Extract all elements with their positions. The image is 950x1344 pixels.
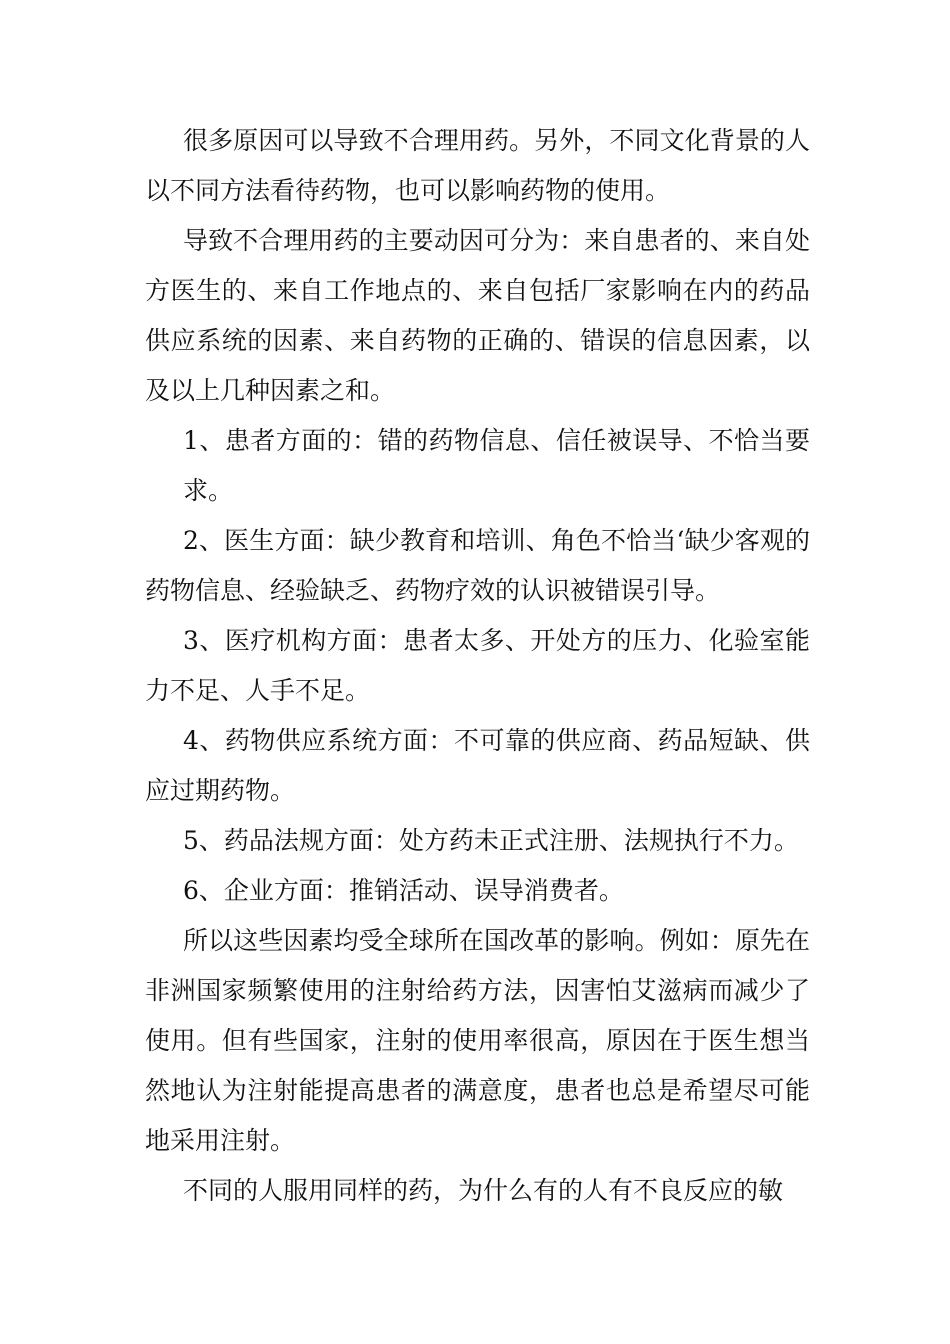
list-item-doctor: 2、医生方面：缺少教育和培训、角色不恰当‘缺少客观的药物信息、经验缺乏、药物疗效的认识被错误引导。	[145, 526, 810, 605]
list-item-institution: 3、医疗机构方面：患者太多、开处方的压力、化验室能力不足、人手不足。	[145, 626, 810, 705]
paragraph-2: 导致不合理用药的主要动因可分为：来自患者的、来自处方医生的、来自工作地点的、来自包括厂家影响在内的药品供应系统的因素、来自药物的正确的、错误的信息因素，以及以上几种因素之和。	[145, 226, 810, 405]
document-body	[145, 116, 810, 1216]
paragraph-reform: 所以这些因素均受全球所在国改革的影响。例如：原先在非洲国家频繁使用的注射给药方法，因害怕艾滋病而减少了使用。但有些国家，注射的使用率很高，原因在于医生想当然地认为注射能提高患者的满意度，患者也总是希望尽可能地采用注射。	[145, 926, 810, 1155]
list-item-enterprise: 6、企业方面：推销活动、误导消费者。	[183, 876, 624, 905]
paragraph-adverse-reaction: 不同的人服用同样的药，为什么有的人有不良反应的敏	[183, 1176, 784, 1205]
paragraph-1: 很多原因可以导致不合理用药。另外，不同文化背景的人以不同方法看待药物，也可以影响药物的使用。	[145, 126, 810, 205]
list-item-supply-system: 4、药物供应系统方面：不可靠的供应商、药品短缺、供应过期药物。	[145, 726, 810, 805]
list-item-patient: 1、患者方面的：错的药物信息、信任被误导、不恰当要求。	[183, 426, 810, 505]
list-item-regulation: 5、药品法规方面：处方药未正式注册、法规执行不力。	[183, 826, 799, 855]
